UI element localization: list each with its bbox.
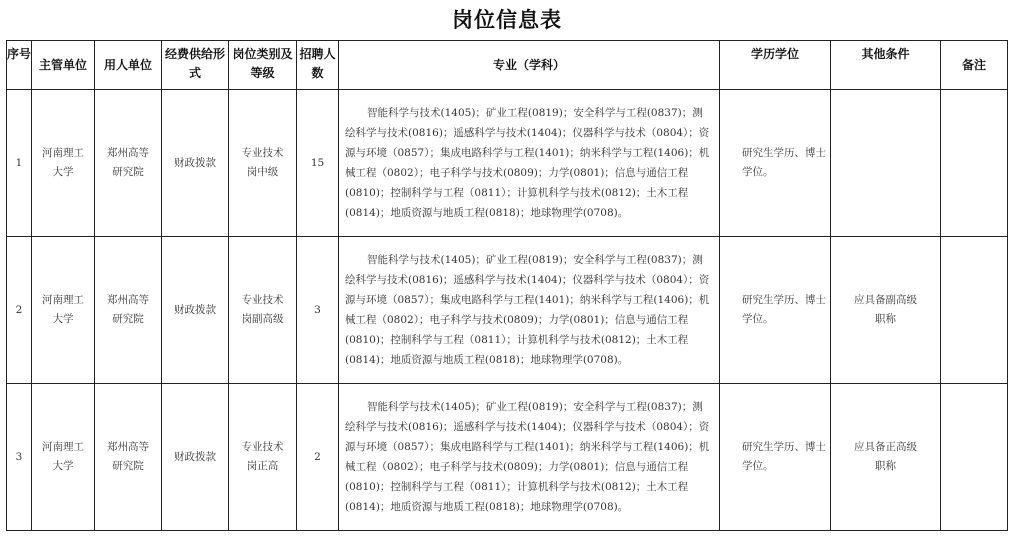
cell-funding: 财政拨款 [162,90,229,237]
table-row [7,237,1008,384]
cell-remarks [941,237,1008,384]
cell-category: 专业技术岗正高 [229,384,297,531]
header-major: 专业（学科） [339,41,720,90]
table-row [7,90,1008,237]
cell-conditions [831,90,941,237]
header-index: 序号 [7,41,32,90]
header-count: 招聘人数 [297,41,339,90]
cell-employer: 郑州高等研究院 [95,90,162,237]
major-text: 智能科学与技术(1405)；矿业工程(0819)；安全科学与工程(0837)；测绘科学与技术(0816)；遥感科学与技术(1404)；仪器科学与技术（0804）；资源与环境（0857）；集成电路科学与工程(1401)；纳米科学与工程(1406)；机械工程（0802）；电子科学与技术(0809)；力学(0801)；信息与通信工程(0810)；控制科学与工程（0811）；计算机科学与技术(0812)；土木工程(0814)；地质资源与地质工程(0818)；地球物理学(0708)。 [345,254,710,366]
cell-index: 3 [7,384,32,531]
cell-funding: 财政拨款 [162,237,229,384]
cell-degree: 研究生学历、博士学位。 [720,384,831,531]
cell-category: 专业技术岗中级 [229,90,297,237]
cell-major [339,237,720,384]
header-funding: 经费供给形式 [162,41,229,90]
cell-degree: 研究生学历、博士学位。 [720,237,831,384]
cell-supervisor: 河南理工大学 [32,90,95,237]
header-employer: 用人单位 [95,41,162,90]
header-remarks: 备注 [941,41,1008,90]
header-conditions: 其他条件 [831,41,941,90]
cell-category: 专业技术岗副高级 [229,237,297,384]
cell-count: 15 [297,90,339,237]
cell-remarks [941,384,1008,531]
cell-employer: 郑州高等研究院 [95,237,162,384]
cell-remarks [941,90,1008,237]
major-text: 智能科学与技术(1405)；矿业工程(0819)；安全科学与工程(0837)；测绘科学与技术(0816)；遥感科学与技术(1404)；仪器科学与技术（0804）；资源与环境（0857）；集成电路科学与工程(1401)；纳米科学与工程(1406)；机械工程（0802）；电子科学与技术(0809)；力学(0801)；信息与通信工程(0810)；控制科学与工程（0811）；计算机科学与技术(0812)；土木工程(0814)；地质资源与地质工程(0818)；地球物理学(0708)。 [345,401,710,513]
header-supervisor: 主管单位 [32,41,95,90]
major-text: 智能科学与技术(1405)；矿业工程(0819)；安全科学与工程(0837)；测绘科学与技术(0816)；遥感科学与技术(1404)；仪器科学与技术（0804）；资源与环境（0857）；集成电路科学与工程(1401)；纳米科学与工程(1406)；机械工程（0802）；电子科学与技术(0809)；力学(0801)；信息与通信工程(0810)；控制科学与工程（0811）；计算机科学与技术(0812)；土木工程(0814)；地质资源与地质工程(0818)；地球物理学(0708)。 [345,107,710,219]
table-row [7,384,1008,531]
cell-conditions: 应具备副高级职称 [831,237,941,384]
cell-count: 3 [297,237,339,384]
cell-degree: 研究生学历、博士学位。 [720,90,831,237]
cell-conditions: 应具备正高级职称 [831,384,941,531]
cell-supervisor: 河南理工大学 [32,237,95,384]
cell-supervisor: 河南理工大学 [32,384,95,531]
cell-major [339,384,720,531]
cell-index: 2 [7,237,32,384]
cell-count: 2 [297,384,339,531]
cell-funding: 财政拨款 [162,384,229,531]
cell-employer: 郑州高等研究院 [95,384,162,531]
header-category: 岗位类别及等级 [229,41,297,90]
cell-index: 1 [7,90,32,237]
cell-major [339,90,720,237]
header-row [7,41,1008,90]
header-degree: 学历学位 [720,41,831,90]
page-title: 岗位信息表 [452,8,562,32]
positions-table [6,40,1008,531]
